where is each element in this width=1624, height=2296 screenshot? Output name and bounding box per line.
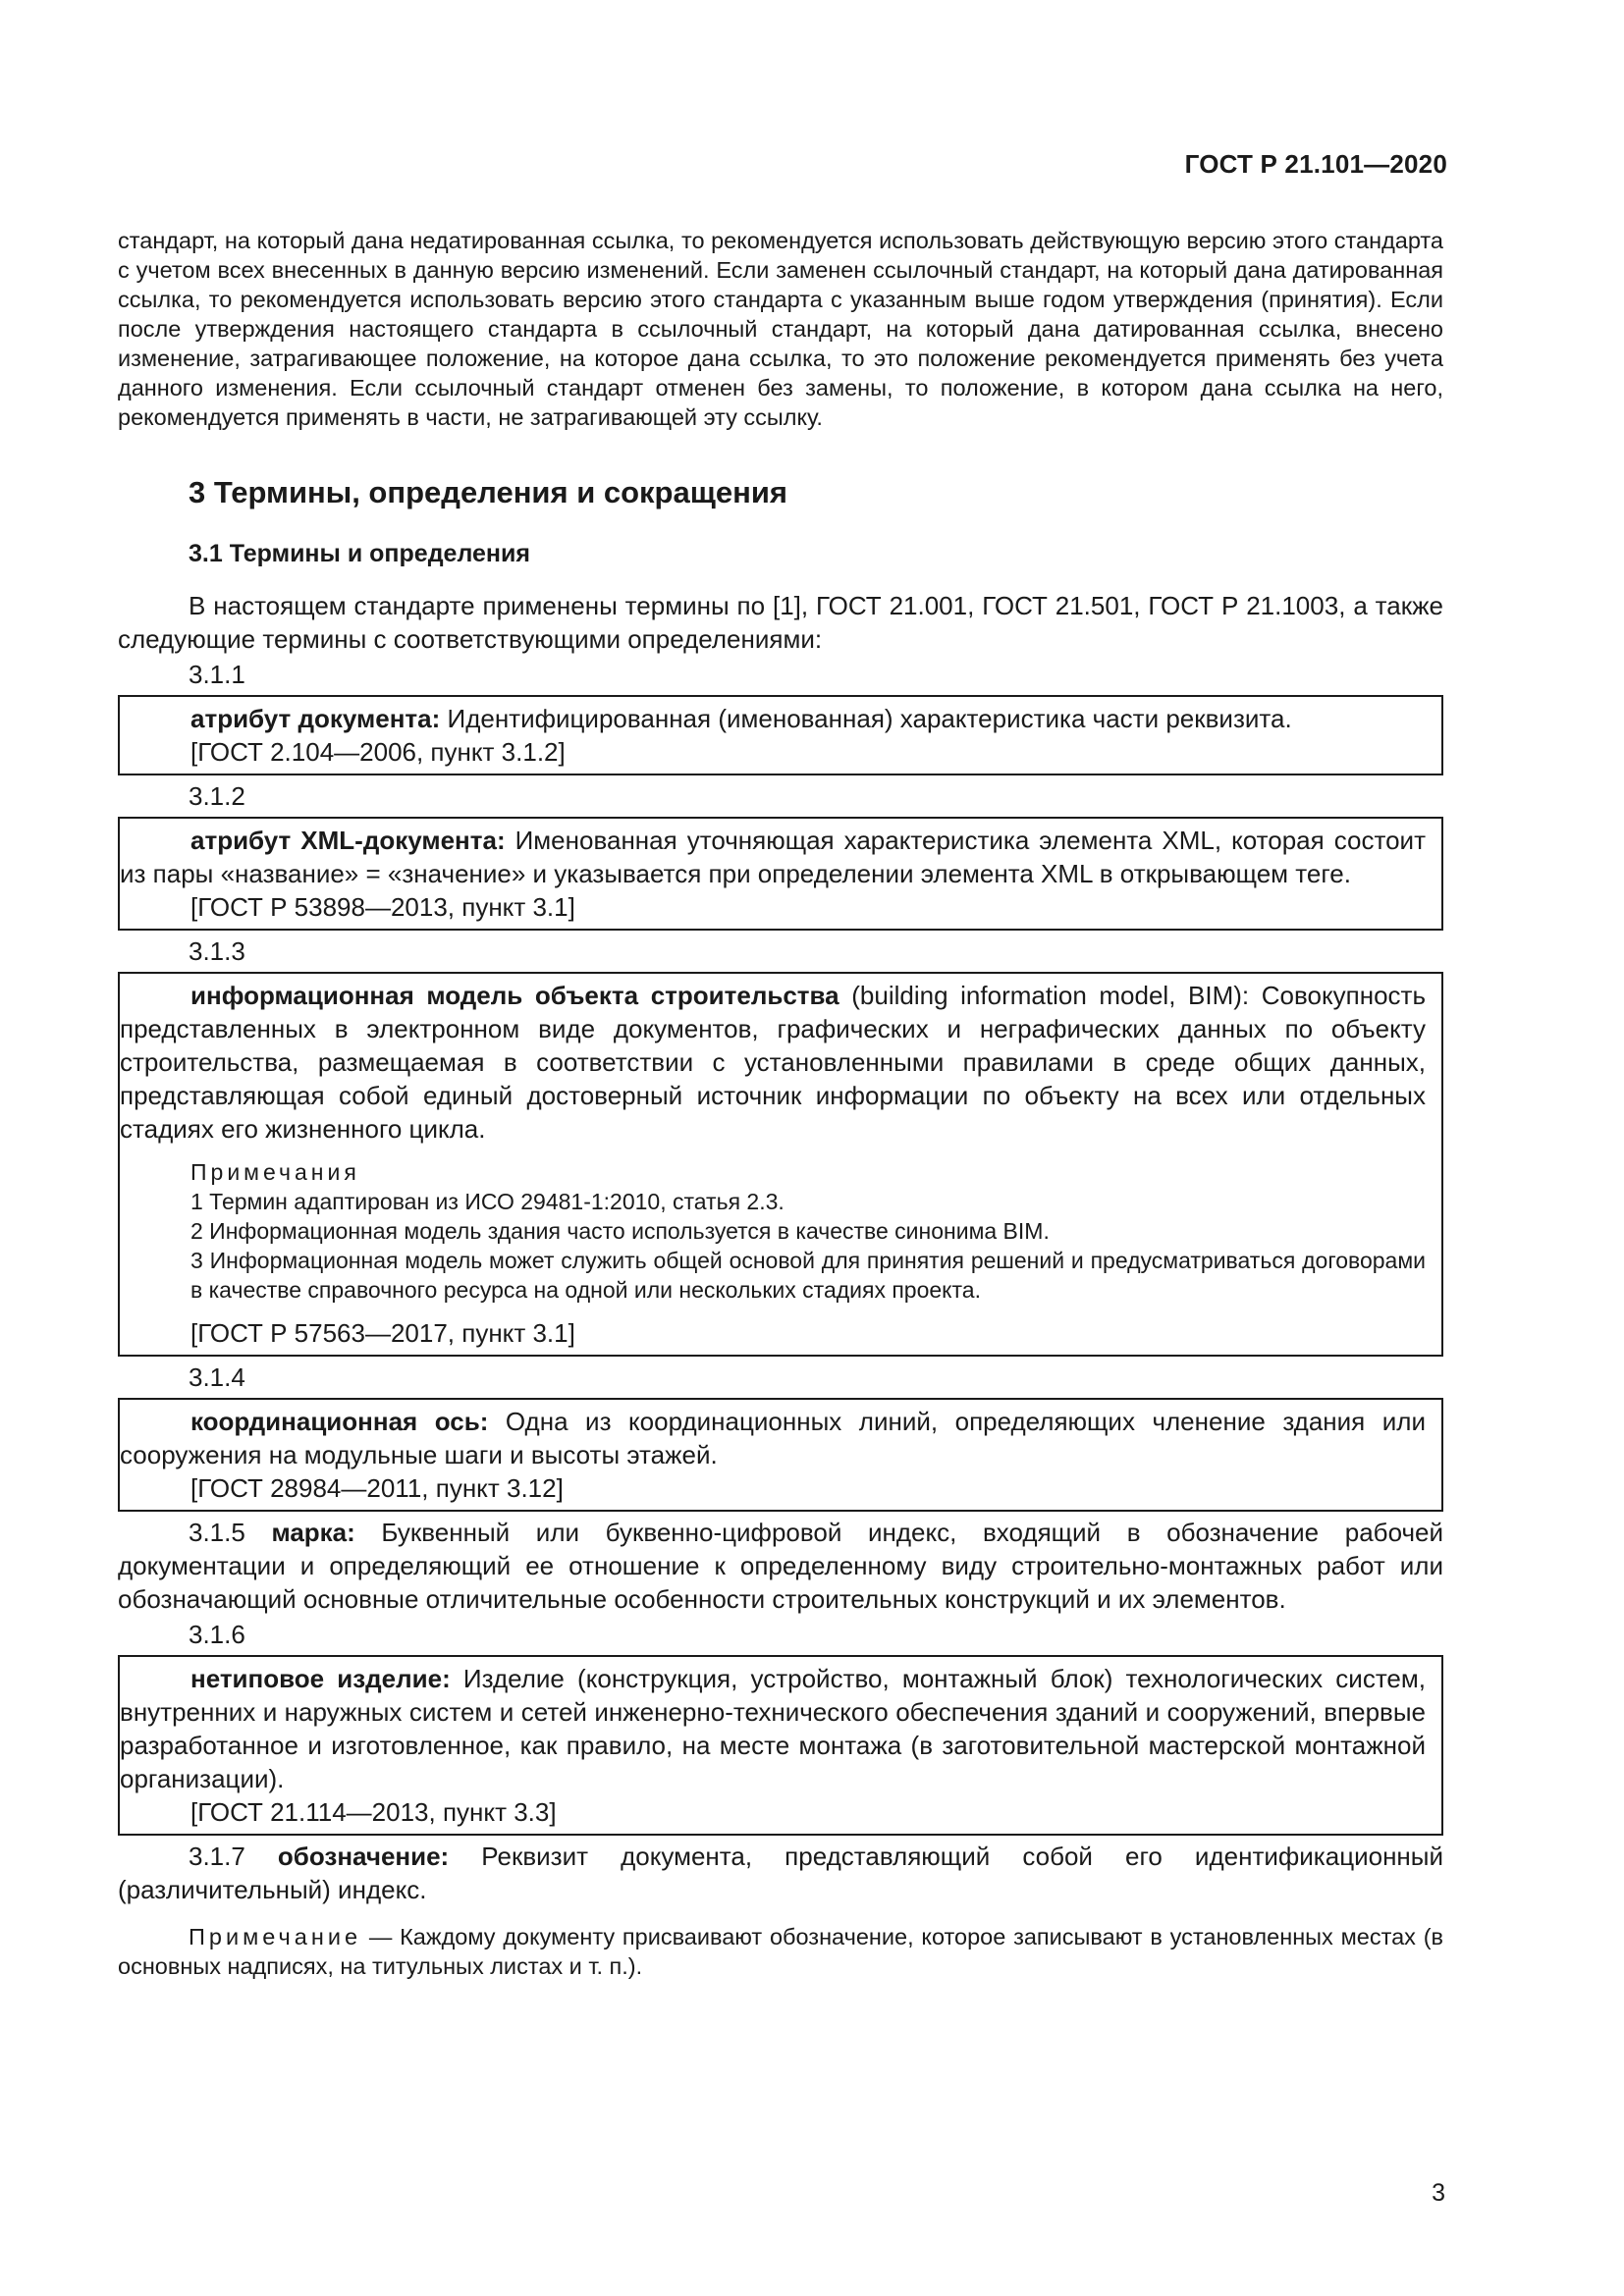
term-text: Буквенный или буквенно-цифровой индекс, входящий в обозначение рабочей документации и определяющий ее отношение к определенному виду строительно-монтажных работ или обозначающий основные отличительные особенности строительных конструкций и их элементов.: [118, 1518, 1443, 1614]
term-text: (building information model, BIM): Совокупность представленных в электронном виде документов, графических и неграфических данных по объекту строительства, размещаемая в соответствии с установленными правилами в среде общих данных, представляющая собой единый достоверный источник информации по объекту на всех или отдельных стадиях его жизненного цикла.: [120, 981, 1426, 1144]
term-number: 3.1.1: [189, 660, 245, 689]
term-text: Одна из координационных линий, определяющих членение здания или сооружения на модульные шаги и высоты этажей.: [120, 1407, 1426, 1469]
term-definition: [120, 1405, 1426, 1471]
term-source: [ГОСТ 21.114—2013, пункт 3.3]: [190, 1797, 557, 1827]
term-definition: [120, 1662, 1426, 1795]
term-number: 3.1.3: [189, 936, 245, 966]
term-number: 3.1.7: [189, 1842, 245, 1871]
terms-lead-paragraph: В настоящем стандарте применены термины по [1], ГОСТ 21.001, ГОСТ 21.501, ГОСТ Р 21.1003, а также следующие термины с соответствующими определениями:: [118, 591, 1443, 654]
final-note-label: Примечание: [189, 1924, 362, 1949]
term-number: 3.1.4: [189, 1362, 245, 1392]
subsection-title: 3.1 Термины и определения: [189, 540, 530, 567]
term-source: [ГОСТ Р 53898—2013, пункт 3.1]: [190, 892, 575, 922]
term-box: [118, 1655, 1443, 1836]
term-source: [ГОСТ Р 57563—2017, пункт 3.1]: [190, 1318, 575, 1348]
term-box: [118, 972, 1443, 1357]
final-note: [118, 1922, 1443, 1981]
term-name: информационная модель объекта строительства: [190, 981, 839, 1010]
term-text: Реквизит документа, представляющий собой его идентификационный (различительный) индекс.: [118, 1842, 1444, 1904]
term-definition-plain: [118, 1516, 1443, 1616]
term-definition-plain: [118, 1840, 1443, 1906]
term-name: атрибут документа:: [190, 704, 441, 733]
page-number: 3: [1432, 2179, 1445, 2207]
note-item: 1 Термин адаптирован из ИСО 29481-1:2010, статья 2.3.: [190, 1189, 785, 1214]
term-box: [118, 695, 1443, 775]
document-code-header: ГОСТ Р 21.101—2020: [1184, 149, 1447, 179]
term-name: координационная ось:: [190, 1407, 489, 1436]
page-content: [118, 226, 1443, 1981]
term-number: 3.1.5: [189, 1518, 245, 1547]
notes-heading: Примечания: [190, 1159, 360, 1185]
notes-block: [120, 1157, 1426, 1305]
term-definition: [120, 979, 1426, 1146]
term-box: [118, 817, 1443, 931]
term-text: Именованная уточняющая характеристика элемента XML, которая состоит из пары «название» = «значение» и указывается при определении элемента XML в открывающем теге.: [120, 826, 1426, 888]
final-note-text: — Каждому документу присваивают обозначение, которое записывают в установленных местах (в основных надписях, на титульных листах и т. п.).: [118, 1924, 1443, 1979]
term-definition: [120, 824, 1426, 890]
term-name: марка:: [271, 1518, 355, 1547]
note-item: 2 Информационная модель здания часто используется в качестве синонима BIM.: [190, 1218, 1050, 1244]
note-item: 3 Информационная модель может служить общей основой для принятия решений и предусматриваться договорами в качестве справочного ресурса на одной или нескольких стадиях проекта.: [190, 1248, 1426, 1303]
term-source: [ГОСТ 2.104—2006, пункт 3.1.2]: [190, 737, 566, 767]
term-number: 3.1.6: [189, 1620, 245, 1649]
term-source: [ГОСТ 28984—2011, пункт 3.12]: [190, 1473, 564, 1503]
term-text: Изделие (конструкция, устройство, монтажный блок) технологических систем, внутренних и наружных систем и сетей инженерно-технического обеспечения зданий и сооружений, впервые разработанное и изготовленное, как правило, на месте монтажа (в заготовительной мастерской монтажной организации).: [120, 1664, 1426, 1793]
term-number: 3.1.2: [189, 781, 245, 811]
term-definition: [120, 702, 1426, 735]
section-title: 3 Термины, определения и сокращения: [189, 475, 787, 509]
term-name: нетиповое изделие:: [190, 1664, 451, 1693]
term-name: атрибут XML-документа:: [190, 826, 506, 855]
term-name: обозначение:: [277, 1842, 450, 1871]
term-text: Идентифицированная (именованная) характеристика части реквизита.: [440, 704, 1292, 733]
term-box: [118, 1398, 1443, 1512]
intro-paragraph: стандарт, на который дана недатированная ссылка, то рекомендуется использовать действующую версию этого стандарта с учетом всех внесенных в данную версию изменений. Если заменен ссылочный стандарт, на который дана датированная ссылка, то рекомендуется использовать версию этого стандарта с указанным выше годом утверждения (принятия). Если после утверждения настоящего стандарта в ссылочный стандарт, на который дана датированная ссылка, внесено изменение, затрагивающее положение, на которое дана ссылка, то это положение рекомендуется применять без учета данного изменения. Если ссылочный стандарт отменен без замены, то положение, в котором дана ссылка на него, рекомендуется применять в части, не затрагивающей эту ссылку.: [118, 228, 1443, 430]
